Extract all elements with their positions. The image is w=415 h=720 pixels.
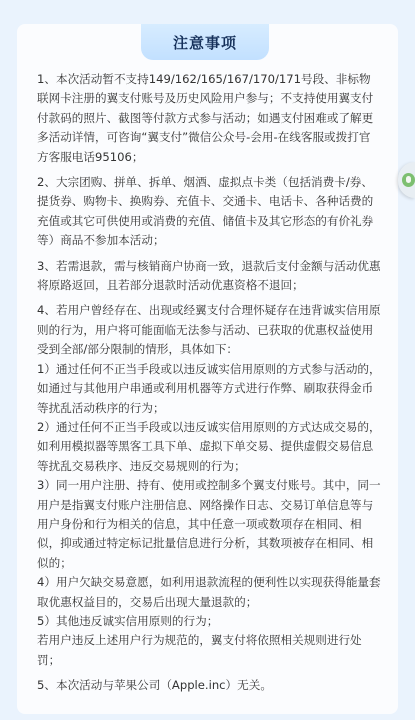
rule-sub-item-1: 1）通过任何不正当手段或以违反诚实信用原则的方式参与活动的，如通过与其他用户串通或利用机器等方式进行作弊、刷取获得金币等扰乱活动秩序的行为； [37,361,381,415]
rule-paragraph-1: 1、本次活动暂不支持149/162/165/167/170/171号段、非标物联网卡注册的翼支付账号及历史风险用户参与；不支持使用翼支付付款码的照片、截图等付款方式参与活动；如遇支付困难或了解更多活动详情，可咨询“翼支付”微信公众号-会用-在线客服或拨打官方客服电话95106； [37,72,374,164]
rule-sub-item-3: 3）同一用户注册、持有、使用或控制多个翼支付账号。其中，同一用户是指翼支付账户注册信息、网络操作日志、交易订单信息等与用户身份和行为相关的信息，其中任意一项或数项存在相同、相似，抑或通过特定标记批量信息进行分析，其数项被存在相同、相似的； [37,478,381,570]
rule-sub-item-4: 4）用户欠缺交易意愿，如利用退款流程的便利性以实现获得能量套取优惠权益目的，交易后出现大量退款的； [37,575,381,609]
notice-title-tab [141,24,269,60]
rule-sub-item-5: 5）其他违反诚实信用原则的行为； [37,613,219,628]
notice-title: 注意事项 [172,33,237,52]
rule-paragraph-3: 3、若需退款，需与核销商户协商一致，退款后支付金额与活动优惠将原路返回，且若部分退款时活动优惠资格不退回； [37,258,381,293]
rule-paragraph-2: 2、大宗团购、拼单、拆单、烟酒、虚拟点卡类（包括消费卡/券、提货券、购物卡、换购券、充值卡、交通卡、电话卡、各种话费的充值或其它可供使用或消费的充值、储值卡及其它形态的有价礼券等）商品不参加本活动； [37,175,374,248]
rule-paragraph-4: 4、若用户曾经存在、出现或经翼支付合理怀疑存在违背诚实信用原则的行为，用户将可能面临无法参与活动、已获取的优惠权益使用受到全部/部分限制的情形，具体如下： [37,303,381,357]
notice-content [37,70,381,702]
floating-chat-button[interactable] [398,162,415,198]
chat-icon [402,173,415,187]
rule-penalty-note: 若用户违反上述用户行为规范的，翼支付将依照相关规则进行处罚； [37,633,362,667]
rule-paragraph-5: 5、本次活动与苹果公司（Apple.inc）无关。 [37,678,272,693]
notice-card [17,24,398,714]
rule-sub-item-2: 2）通过任何不正当手段或以违反诚实信用原则的方式达成交易的，如利用模拟器等黑客工具下单、虚拟下单交易、提供虚假交易信息等扰乱交易秩序、违反交易规则的行为； [37,419,381,473]
